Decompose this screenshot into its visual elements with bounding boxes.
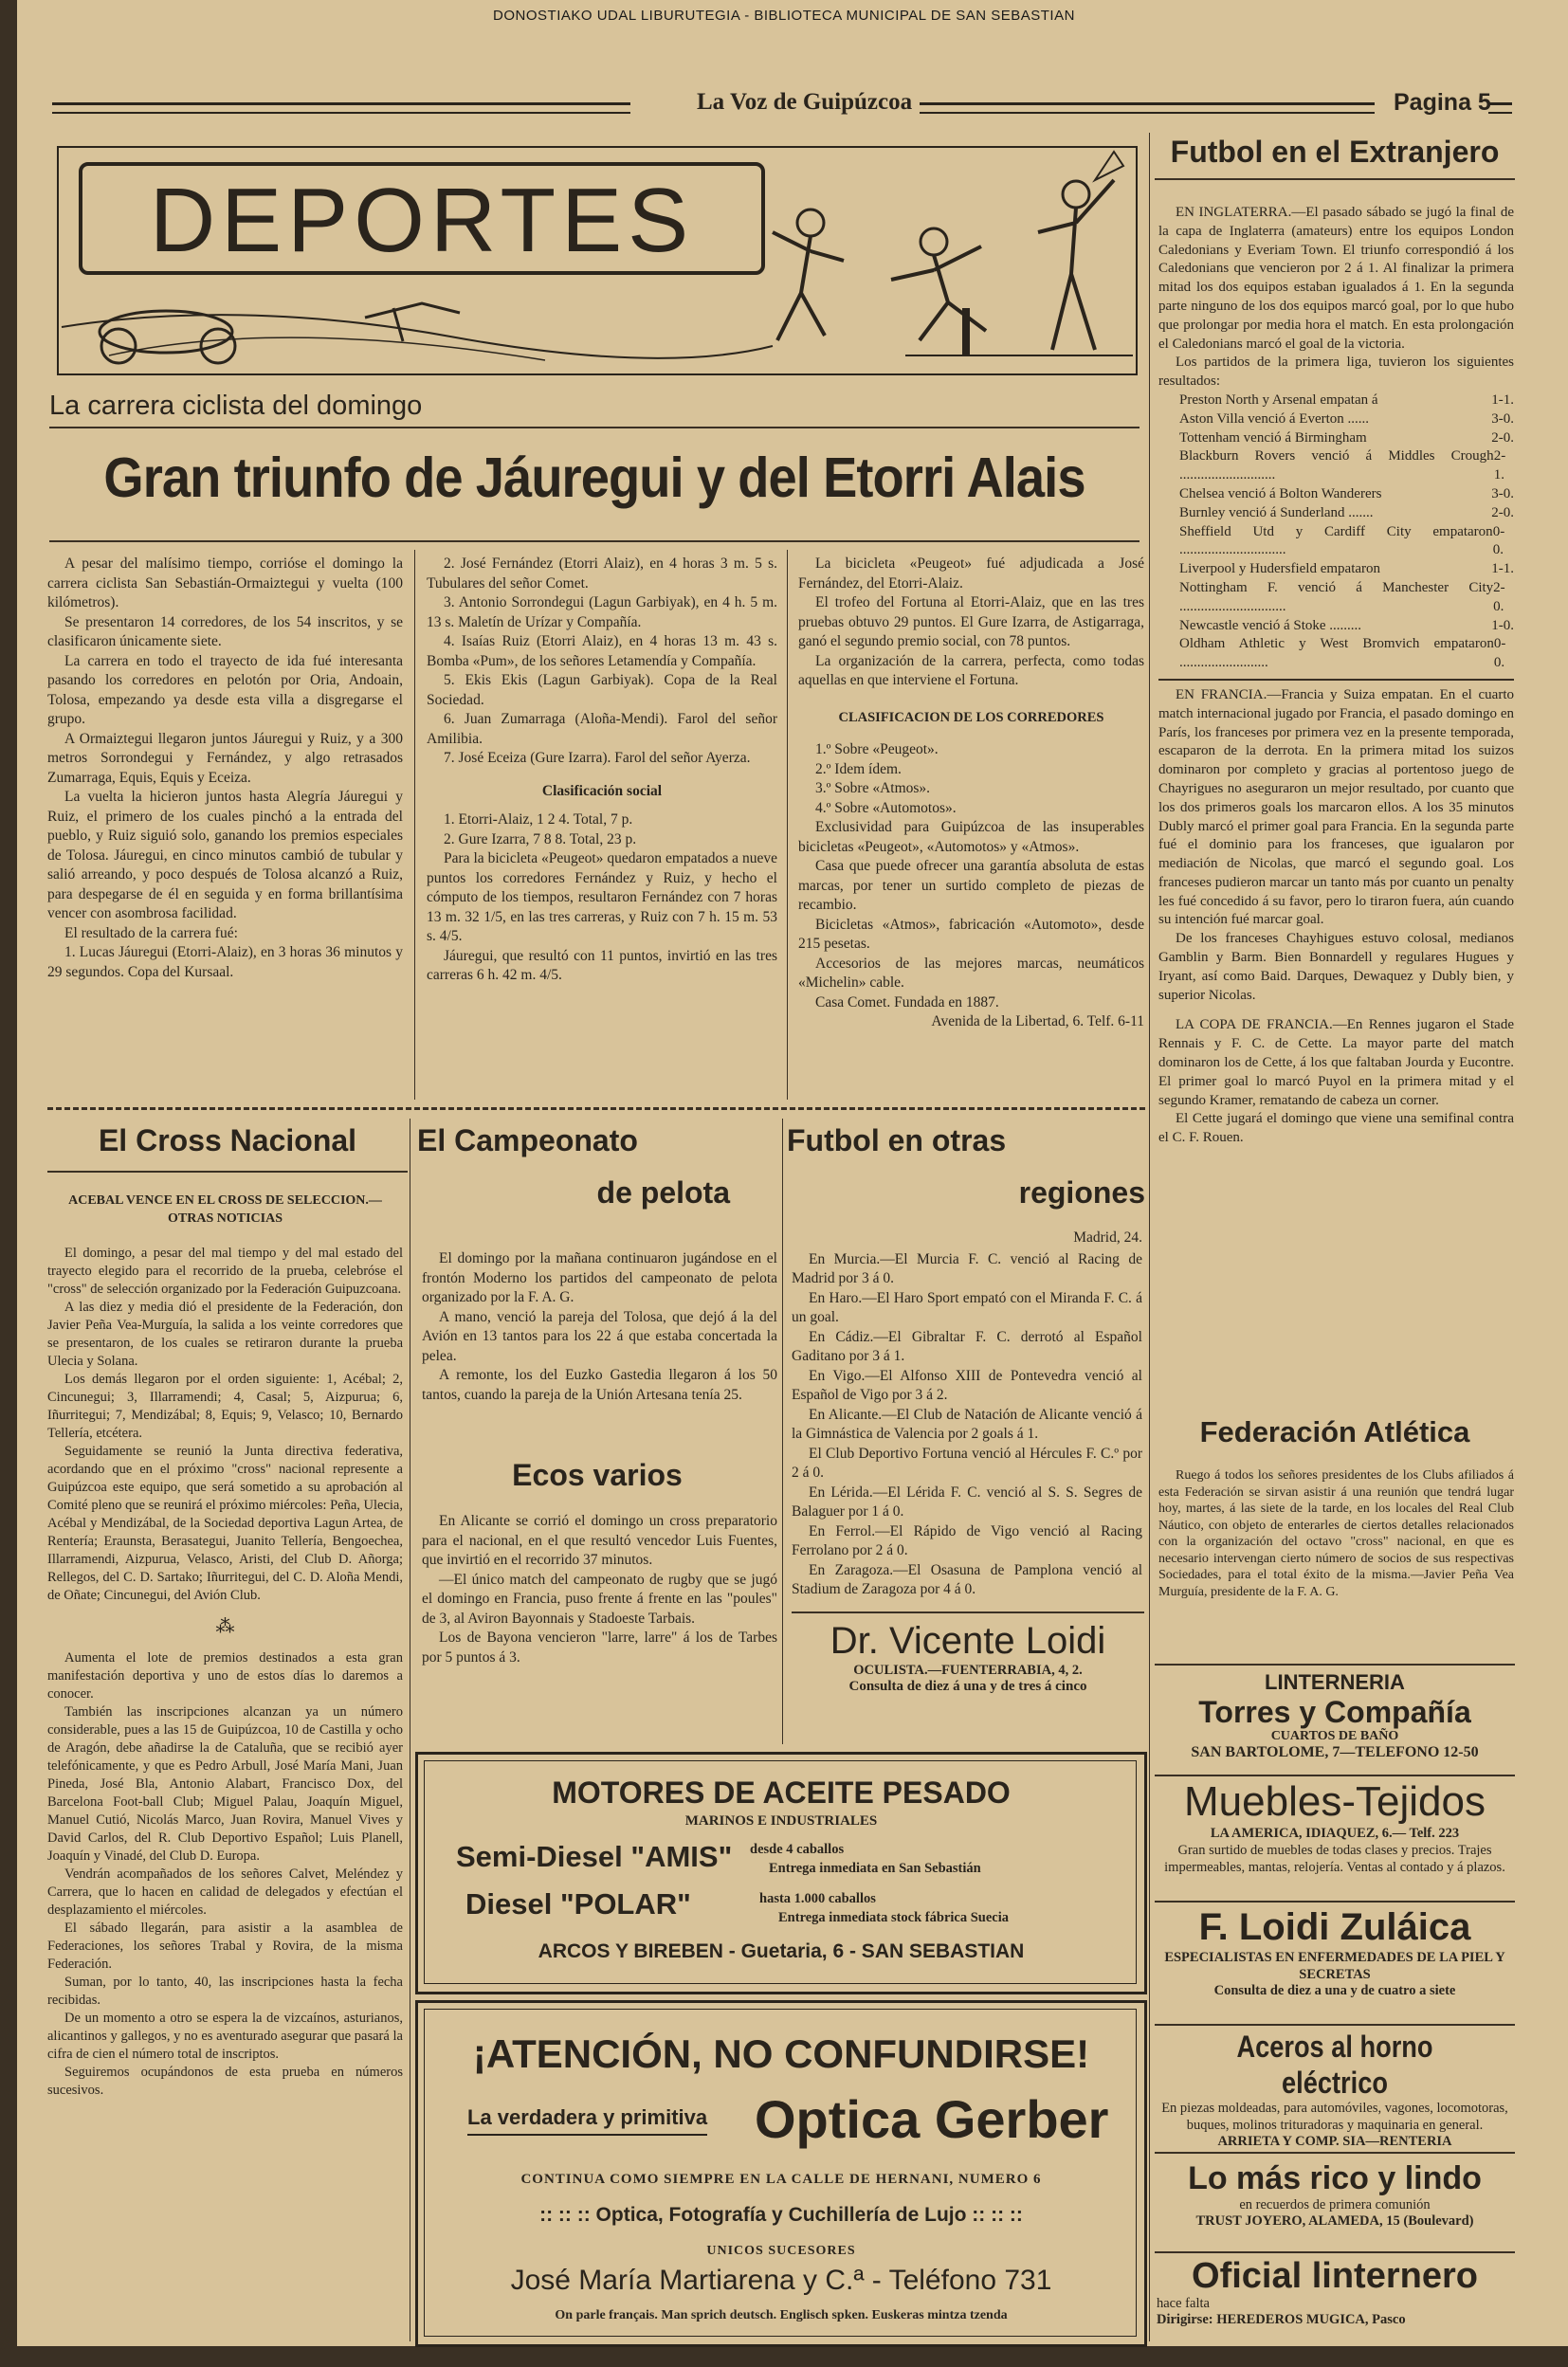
column-rule — [782, 1119, 783, 1744]
cycling-p: El resultado de la carrera fué: — [64, 924, 238, 941]
result-row: Chelsea venció á Bolton Wanderers 3-0. — [1179, 485, 1514, 501]
ad-rule — [1155, 1775, 1515, 1776]
ad-rule — [1155, 2024, 1515, 2026]
ad-line: en recuerdos de primera comunión — [1239, 2197, 1431, 2212]
regiones-p: En Alicante.—El Club de Natación de Alicante venció á la Gimnástica de Valencia por 2 goals á 1. — [792, 1406, 1142, 1442]
ad-line: Muebles-Tejidos — [1184, 1778, 1486, 1825]
ad-line: On parle français. Man sprich deutsch. Englisch spken. Euskeras mintza tzenda — [555, 2308, 1008, 2322]
cycling-p: Casa Comet. Fundada en 1887. — [815, 993, 999, 1011]
regiones-p: En Vigo.—El Alfonso XIII de Pontevedra venció al Español de Vigo por 3 á 2. — [792, 1367, 1142, 1403]
ad-line: LINTERNERIA — [1265, 1670, 1405, 1694]
ecos-title: Ecos varios — [512, 1458, 683, 1492]
cycling-p: 2. José Fernández (Etorri Alaiz), en 4 horas 3 m. 5 s. Tubulares del señor Comet. — [427, 555, 777, 592]
cross-p: Suman, por lo tanto, 40, las inscripciones hasta la fecha recibidas. — [47, 1975, 403, 2008]
ad-line: ¡ATENCIÓN, NO CONFUNDIRSE! — [472, 2031, 1090, 2076]
ad-rule — [1155, 1901, 1515, 1903]
ad-line: Semi-Diesel "AMIS" — [456, 1840, 733, 1873]
regiones-p: En Zaragoza.—El Osasuna de Pamplona venció al Stadium de Zaragoza por 4 á 0. — [792, 1561, 1142, 1597]
result-row: Preston North y Arsenal empatan á 1-1. — [1179, 391, 1514, 408]
asterisk-divider: ⁂ — [215, 1616, 235, 1637]
cross-subtitle: ACEBAL VENCE EN EL CROSS DE SELECCION.—OTRAS NOTICIAS — [68, 1193, 382, 1226]
ad-line: SAN BARTOLOME, 7—TELEFONO 12-50 — [1191, 1744, 1479, 1760]
cross-p: También las inscripciones alcanzan ya un número considerable, pues a las 15 de Guipúzcoa, 10 de Castilla y ocho de Aragón, debe añadirse la de Cataluña, que se recibió ayer telefónicamente, y que es Pedro Arbull, José María Mani, Juan Pineda, José Bla, Antonio Alabart, Francisco Dox, del Barcelona Foot-ball Club; Miguel Palau, Joaquín Miguel, Manuel Cutió, Nicolás Marco, Juan Rovira, Manuel Vives y David Carlos, del R. Club Deportivo Español; Luis Planell, Joaquín y Vinadé, del Club D. Europa. — [47, 1704, 403, 1864]
federacion-p: Ruego á todos los señores presidentes de los Clubs afiliados á esta Federación se sirvan asistir á una reunión que tendrá lugar hoy, martes, á las siete de la tarde, en los locales del Real Club Náutico, con objeto de enterarles de ciertos detalles relacionados con la organización del octavo "cross" nacional, en que es necesario intervengan cierto número de socios de sus respectivas Sociedades, para el total éxito de la misma.—Javier Peña Vea Murguía, presidente de la F. A. G. — [1158, 1468, 1514, 1599]
pelota-body — [422, 1249, 777, 1405]
league-results — [1158, 391, 1514, 673]
ad-rule — [792, 1611, 1144, 1613]
result-row: Blackburn Rovers venció á Middles Crough ........................... 2-1. — [1179, 448, 1506, 483]
extranjero-title: Futbol en el Extranjero — [1170, 135, 1500, 169]
ad-line: :: :: :: Optica, Fotografía y Cuchillería de Lujo :: :: :: — [539, 2204, 1023, 2226]
regiones-p: En Cádiz.—El Gibraltar F. C. derrotó al Español Gaditano por 3 á 1. — [792, 1328, 1142, 1364]
cycling-p: 4.º Sobre «Automotos». — [815, 799, 957, 816]
classification-title: CLASIFICACION DE LOS CORREDORES — [838, 709, 1104, 725]
result-row: Newcastle venció á Stoke ......... 1-0. — [1179, 617, 1514, 633]
section-rule — [1158, 679, 1514, 681]
ad-line: LA AMERICA, IDIAQUEZ, 6.— Telf. 223 — [1210, 1826, 1460, 1841]
ecos-body — [422, 1512, 777, 1667]
running-head-rule-left — [52, 102, 630, 114]
cycling-p: 4. Isaías Ruiz (Etorri Alaiz), en 4 horas 13 m. 43 s. Bomba «Pum», de los señores Letamendía y Compañía. — [427, 633, 777, 669]
ad-line: UNICOS SUCESORES — [706, 2244, 856, 2258]
regiones-p: El Club Deportivo Fortuna venció al Hércules F. C.º por 2 á 0. — [792, 1445, 1142, 1481]
ad-motores — [415, 1752, 1147, 1994]
cycling-col-1 — [47, 555, 403, 982]
ad-line: Optica Gerber — [755, 2089, 1109, 2149]
cycling-p: 3. Antonio Sorrondegui (Lagun Garbiyak), en 4 h. 5 m. 13 s. Maletín de Urízar y Compañía. — [427, 594, 777, 630]
cross-p: Seguiremos ocupándonos de esta prueba en números sucesivos. — [47, 2065, 403, 2098]
result-row: Tottenham venció á Birmingham 2-0. — [1179, 429, 1514, 446]
ad-line: Consulta de diez á una y de tres á cinco — [848, 1679, 1087, 1694]
ad-rico — [1155, 2159, 1515, 2230]
ad-line: hasta 1.000 caballos — [759, 1891, 876, 1906]
social-title: Clasificación social — [541, 782, 663, 799]
cycling-p: La organización de la carrera, perfecta, como todas aquellas en que interviene el Fortuna. — [798, 652, 1144, 688]
cycling-p: 5. Ekis Ekis (Lagun Garbiyak). Copa de la Real Sociedad. — [427, 672, 777, 708]
running-head-rule-right — [920, 102, 1375, 114]
extranjero-p: Los partidos de la primera liga, tuvieron los siguientes resultados: — [1158, 355, 1514, 390]
ad-rule — [1155, 2251, 1515, 2253]
ad-rule — [1155, 2152, 1515, 2154]
extranjero-p: EN INGLATERRA.—El pasado sábado se jugó la final de la capa de Inglaterra (amateurs) entre los equipos London Caledonians y Everiam Town. El triunfo correspondió á los Caledonians que vencieron por 2 á 1. Al finalizar la primera mitad los dos equipos estaban igualados á 1. En la segunda parte ninguno de los dos equipos marcó goal, por lo que hubo que prolongar por media hora el match. En esta prolongación el Caledonians marcó el goal de la victoria. — [1158, 205, 1514, 352]
cycling-p: A pesar del malísimo tiempo, corrióse el domingo la carrera ciclista San Sebastián-Ormaiztegui y vuelta (100 kilómetros). — [47, 555, 403, 610]
column-rule — [1149, 133, 1150, 2341]
cycling-col-2 — [427, 555, 777, 986]
pelota-title-1: El Campeonato — [417, 1123, 638, 1157]
ad-line: Entrega inmediata en San Sebastián — [769, 1861, 981, 1876]
cycling-col-3 — [798, 555, 1144, 1032]
result-row: Nottingham F. venció á Manchester City .............................. 2-0. — [1179, 579, 1505, 614]
ad-line: MARINOS E INDUSTRIALES — [684, 1813, 878, 1829]
headline-rule — [49, 540, 1140, 542]
ad-line: La verdadera y primitiva — [467, 2105, 707, 2136]
cycling-p: Se presentaron 14 corredores, de los 54 inscritos, y se clasificaron únicamente siete. — [47, 613, 403, 649]
regiones-title-1: Futbol en otras — [787, 1123, 1007, 1157]
cycling-p: A Ormaiztegui llegaron juntos Jáuregui y Ruiz, y a 300 metros Sorrondegui y Fernández, y algo retrasados Zumarraga, Equis, Equis y Eceiza. — [47, 730, 403, 786]
cycling-p: 2. Gure Izarra, 7 8 8. Total, 23 p. — [444, 830, 637, 847]
cycling-p: 7. José Eceiza (Gure Izarra). Farol del señor Ayerza. — [444, 750, 751, 766]
ad-line: Lo más rico y lindo — [1188, 2160, 1482, 2196]
ad-zulaica — [1155, 1905, 1515, 1999]
pelota-p: A remonte, los del Euzko Gastedia llegaron á los 50 tantos, cuando la pareja de la Unión Artesana tenía 25. — [422, 1367, 777, 1403]
ecos-p: En Alicante se corrió el domingo un cross preparatorio para el nacional, en el que resultó vencedor Luis Fuentes, que invirtió en el recorrido 37 minutos. — [422, 1513, 777, 1568]
ad-line: Entrega inmediata stock fábrica Suecia — [778, 1910, 1009, 1925]
cycling-p: 2.º Idem ídem. — [815, 760, 902, 777]
extranjero-p: El Cette jugará el domingo que viene una semifinal contra el C. F. Rouen. — [1158, 1111, 1514, 1146]
ad-line: TRUST JOYERO, ALAMEDA, 15 (Boulevard) — [1195, 2213, 1474, 2229]
cycling-kicker: La carrera ciclista del domingo — [49, 391, 423, 421]
ad-line: CUARTOS DE BAÑO — [1270, 1729, 1399, 1743]
regiones-p: En Haro.—El Haro Sport empató con el Miranda F. C. á un goal. — [792, 1289, 1142, 1325]
result-row: Liverpool y Hudersfield empataron 1-1. — [1179, 561, 1514, 577]
ad-line: hace falta — [1157, 2296, 1210, 2311]
cross-p: Los demás llegaron por el orden siguiente: 1, Acébal; 2, Cincunegui; 3, Illarramendi; 4, Casal; 5, Aizpurua; 6, Iñurritegui; 7, Mendizábal; 8, Equis; 9, Velasco; 10, Bernardo Tellería, etcétera. — [47, 1372, 403, 1441]
page-number: Pagina 5 — [1394, 89, 1491, 116]
library-banner: DONOSTIAKO UDAL LIBURUTEGIA - BIBLIOTECA MUNICIPAL DE SAN SEBASTIAN — [493, 8, 1075, 24]
ecos-p: Los de Bayona vencieron "larre, larre" á los de Tarbes por 5 puntos á 3. — [422, 1630, 777, 1666]
running-head-rule-end — [1488, 102, 1512, 114]
ad-vicente-loidi — [792, 1619, 1144, 1695]
ad-aceros — [1155, 2029, 1515, 2150]
pelota-p: El domingo por la mañana continuaron jugándose en el frontón Moderno los partidos del campeonato de pelota organizado por la F. A. G. — [422, 1250, 777, 1305]
cycling-p: 6. Juan Zumarraga (Aloña-Mendi). Farol del señor Amilibia. — [427, 711, 777, 747]
ad-line: CONTINUA COMO SIEMPRE EN LA CALLE DE HERNANI, NUMERO 6 — [520, 2172, 1042, 2187]
ad-line: ESPECIALISTAS EN ENFERMEDADES DE LA PIEL Y SECRETAS — [1164, 1950, 1505, 1982]
cycling-p: Casa que puede ofrecer una garantía absoluta de estas marcas, por tener un surtido completo de piezas de recambio. — [798, 858, 1144, 913]
column-rule — [787, 550, 788, 1100]
regiones-title-2: regiones — [1018, 1175, 1145, 1210]
cycling-p: 3.º Sobre «Atmos». — [815, 780, 931, 796]
cross-title: El Cross Nacional — [98, 1123, 357, 1157]
cycling-p: El trofeo del Fortuna al Etorri-Alaiz, que en las tres pruebas obtuvo 29 puntos. El Gure Izarra, de Astigarraga, ganó el segundo premio social, con 78 puntos. — [798, 594, 1144, 649]
ad-muebles — [1155, 1778, 1515, 1876]
ad-line: Diesel "POLAR" — [465, 1887, 691, 1921]
regiones-body — [792, 1229, 1142, 1600]
scan-edge-bottom — [0, 2346, 1568, 2367]
column-rule — [414, 550, 415, 1100]
cycling-p: 1.º Sobre «Peugeot». — [815, 741, 939, 757]
federacion-title: Federación Atlética — [1199, 1415, 1470, 1448]
ad-line: José María Martiarena y C.ª - Teléfono 731 — [510, 2265, 1052, 2296]
cycling-p: Accesorios de las mejores marcas, neumáticos «Michelin» cable. — [798, 955, 1144, 991]
kicker-rule — [49, 427, 1140, 428]
ad-line: En piezas moldeadas, para automóviles, vagones, locomotoras, buques, molinos trituradoras y maquinaria en general. — [1161, 2101, 1508, 2133]
federacion-body — [1158, 1467, 1514, 1600]
result-row: Aston Villa venció á Everton ...... 3-0. — [1179, 410, 1514, 427]
cross-p: A las diez y media dió el presidente de la Federación, don Javier Peña Vea-Murguía, la salida a los veinte corredores que se presentaron, de los cuales se retiraron durante la prueba Ulecia y Solana. — [47, 1300, 403, 1369]
cycling-p: Bicicletas «Atmos», fabricación «Automoto», desde 215 pesetas. — [798, 916, 1144, 952]
section-rule — [47, 1171, 408, 1173]
regiones-dateline: Madrid, 24. — [1073, 1229, 1142, 1246]
running-head — [52, 89, 1512, 121]
ad-line: ARCOS Y BIREBEN - Guetaria, 6 - SAN SEBASTIAN — [538, 1940, 1025, 1962]
ad-line: Dirigirse: HEREDEROS MUGICA, Pasco — [1157, 2312, 1406, 2327]
cycling-p: La vuelta la hicieron juntos hasta Alegría Jáuregui y Ruiz, el primero de los cuales pinchó a la entrada del pueblo, y Ruiz siguió solo, ganando los premios especiales de Tolosa. Jáuregui, en cinco minutos cambió de tubular y salió arreando, y poco después de Tolosa alcanzó a Ruiz, para despegarse de él en seguida y en forma brillantísima vencer con asombrosa facilidad. — [47, 789, 403, 921]
ad-line: Gran surtido de muebles de todas clases y precios. Trajes impermeables, mantas, relojería. Ventas al contado y á plazos. — [1164, 1843, 1505, 1875]
result-row: Sheffield Utd y Cardiff City empataron .............................. 0-0. — [1179, 523, 1505, 558]
extranjero-body — [1158, 204, 1514, 1148]
cycling-p: La carrera en todo el trayecto de ida fué interesanta pasando los corredores en pelotón por Oria, Andoain, Tolosa, empezando ya desde esta villa a disgregarse el grupo. — [47, 652, 403, 727]
cross-p: De un momento a otro se espera la de vizcaínos, asturianos, alicantinos y gallegos, y no es aventurado asegurar que pasará la cifra de cien el número total de inscriptos. — [47, 2011, 403, 2062]
ad-line: OCULISTA.—FUENTERRABIA, 4, 2. — [853, 1663, 1083, 1678]
cross-p: El sábado llegarán, para asistir a la asamblea de Federaciones, los señores Trabal y Rovira, de la misma Federación. — [47, 1921, 403, 1972]
ad-line: F. Loidi Zuláica — [1198, 1906, 1471, 1948]
extranjero-p: EN FRANCIA.—Francia y Suiza empatan. En el cuarto match internacional jugado por Francia, el pasado domingo en París, los franceses por primera vez en la presente temporada, escaparon de la derrota. En la primera mitad los suizos dominaron por completo y gracias al portentoso juego de Chayrigues no aseguraron un mejor resultado, por cuanto que los dos primeros goals los marcaron ellos. A los 35 minutos Dubly marcó el primer goal para Francia. En la segunda parte fué el dominio para los franceses, que igualaron por mediación de Nicolas, que marcó el segundo goal. Los franceses pudieron marcar un tanto más por cuanto un penalty les fué concedido á su favor, pero lo tiraron fuera, aún cuando su intención fué marcar goal. — [1158, 686, 1514, 928]
ad-line: Dr. Vicente Loidi — [830, 1620, 1106, 1662]
newspaper-name: La Voz de Guipúzcoa — [697, 89, 913, 115]
ad-line: ARRIETA Y COMP. SIA—RENTERIA — [1217, 2134, 1452, 2149]
masthead-title: DEPORTES — [149, 170, 695, 271]
cycling-p: Jáuregui, que resultó con 11 puntos, invirtió en las tres carreras 6 h. 42 m. 4/5. — [427, 947, 777, 983]
ad-rule — [1155, 1664, 1515, 1666]
deportes-masthead — [52, 137, 1142, 384]
cycling-headline: Gran triunfo de Jáuregui y del Etorri Alais — [103, 446, 1085, 509]
cross-body — [47, 1192, 403, 2100]
cycling-p: Avenida de la Libertad, 6. Telf. 6-11 — [931, 1013, 1144, 1029]
extranjero-p: LA COPA DE FRANCIA.—En Rennes jugaron el Stade Rennais y F. C. de Cette. La mayor parte del match dominaron los de Cette, á los que faltaban Jourda y Eucontre. El primer goal lo marcó Puyol en la primera mitad y el segundo Kramer, rematando de cabeza un corner. — [1158, 1017, 1514, 1108]
ad-line: desde 4 caballos — [750, 1842, 845, 1857]
ad-line: Consulta de diez a una y de cuatro a siete — [1213, 1983, 1456, 1998]
regiones-p: En Murcia.—El Murcia F. C. venció al Racing de Madrid por 3 á 0. — [792, 1250, 1142, 1286]
ad-oficial — [1155, 2256, 1515, 2328]
ad-line: Torres y Compañía — [1198, 1695, 1471, 1729]
cross-p: Seguidamente se reunió la Junta directiva federativa, acordando que en el próximo "cross" nacional represente a Guipúzcoa este equipo, que será sometido a su aprobación al Comité pleno que se reunirá el próximo miércoles: Peña, Ulecia, Acébal y Mendizábal, de la Sociedad deportiva Lagun Artea, de Rentería; Eraunsta, Berasategui, Juanito Tellería, Bengoechea, Illarramendi, Aizpurua, Velasco, Aristi, del Club D. Añorga; Rellegos, del C. D. Sartako; Iñurritegui, del C. D. Aloña Mendi, de Oñate; Cincunegui, del Avión Club. — [47, 1444, 403, 1603]
regiones-p: En Ferrol.—El Rápido de Vigo venció al Racing Ferrolano por 2 á 0. — [792, 1522, 1142, 1558]
pelota-title-2: de pelota — [596, 1175, 730, 1210]
ad-optica-gerber — [415, 2000, 1147, 2347]
section-rule — [1155, 178, 1515, 180]
regiones-p: En Lérida.—El Lérida F. C. venció al S. S. Segres de Balaguer por 1 á 0. — [792, 1484, 1142, 1520]
cycling-p: Para la bicicleta «Peugeot» quedaron empatados a nueve puntos los corredores Fernández y Ruiz, y hecho el cómputo de los tiempos, resultaron Fernández con 7 horas 13 m. 32 1/5, en las tres carreras, y Ruiz con 7 h. 15 m. 53 s. 4/5. — [427, 850, 777, 944]
cycling-p: La bicicleta «Peugeot» fué adjudicada a José Fernández, del Etorri-Alaiz. — [798, 555, 1144, 592]
ad-line: MOTORES DE ACEITE PESADO — [552, 1775, 1011, 1810]
cycling-p: 1. Lucas Jáuregui (Etorri-Alaiz), en 3 horas 36 minutos y 29 segundos. Copa del Kursaal. — [47, 944, 403, 980]
ad-linterneria — [1155, 1670, 1515, 1761]
ecos-p: —El único match del campeonato de rugby que se jugó el domingo en Francia, puso frente á frente en las "poules" de 3, al Aviron Bayonnais y Stadoeste Tarbais. — [422, 1571, 777, 1627]
cycling-p: 1. Etorri-Alaiz, 1 2 4. Total, 7 p. — [444, 811, 633, 828]
cross-p: Vendrán acompañados de los señores Calvet, Meléndez y Carrera, que lo hacen en calidad de delegados y efectúan el desplazamiento el miércoles. — [47, 1866, 403, 1918]
ad-line: Oficial linternero — [1192, 2256, 1478, 2296]
result-row: Oldham Athletic y West Bromvich empataron ......................... 0-0. — [1179, 636, 1506, 671]
ad-line: Aceros al horno eléctrico — [1236, 2030, 1433, 2100]
section-separator — [47, 1107, 1145, 1110]
cross-p: Aumenta el lote de premios destinados a esta gran manifestación deportiva y uno de estos días lo daremos a conocer. — [47, 1650, 403, 1702]
extranjero-p: De los franceses Chayhigues estuvo colosal, medianos Gamblin y Barm. Bien Bonnardell y regulares Hugues y Iryant, así como Baid. Darques, Dewaquez y Dubly bien, y superior Nicolas. — [1158, 931, 1514, 1003]
cycling-p: Exclusividad para Guipúzcoa de las insuperables bicicletas «Peugeot», «Automotos» y «Atmos». — [798, 819, 1144, 855]
scan-edge-left — [0, 0, 17, 2367]
result-row: Burnley venció á Sunderland ....... 2-0. — [1179, 504, 1514, 520]
pelota-p: A mano, venció la pareja del Tolosa, que dejó á la del Avión en 13 tantos para los 22 á que estaba concertada la pelea. — [422, 1308, 777, 1364]
cross-p: El domingo, a pesar del mal tiempo y del mal estado del trayecto elegido para el recorrido de la prueba, celebróse el "cross" de selección organizado por la Federación Guipuzcoana. — [47, 1246, 403, 1297]
